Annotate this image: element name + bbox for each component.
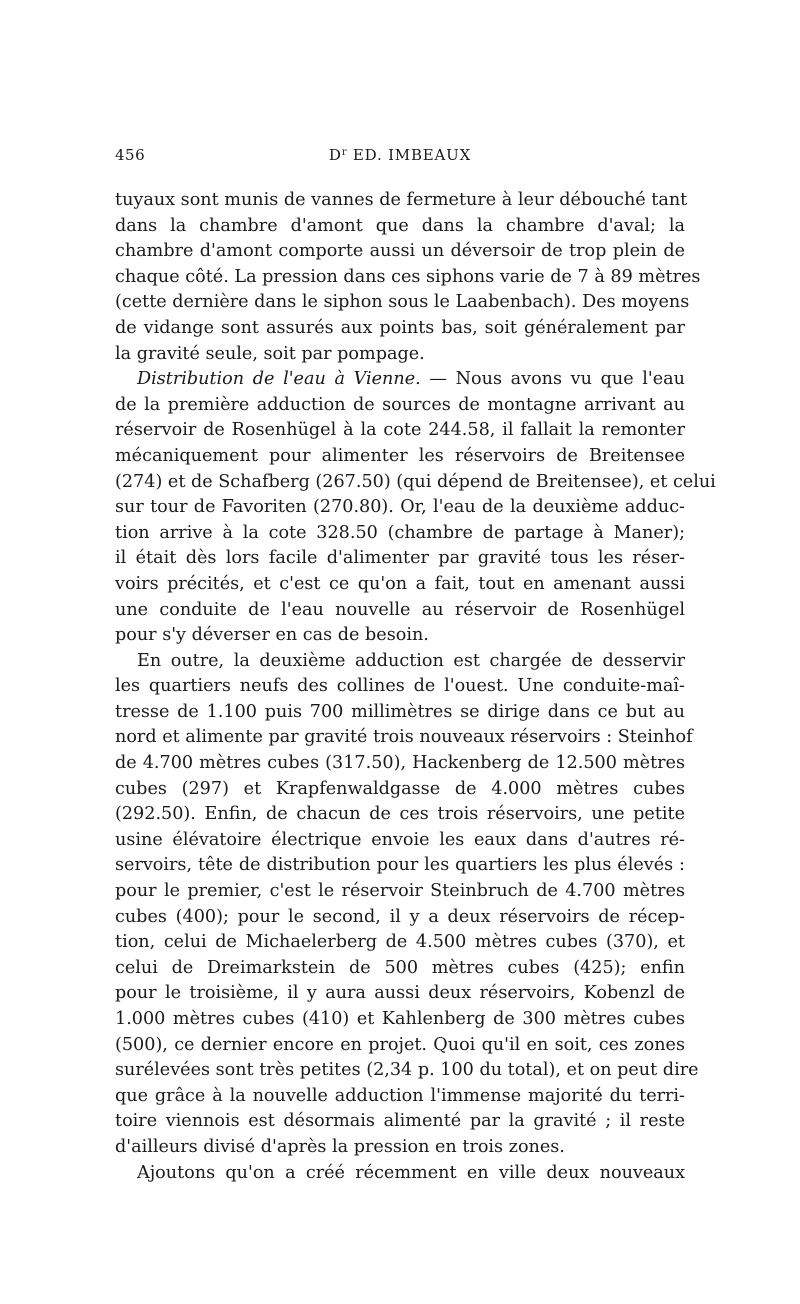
text-line: pour le troisième, il y aura aussi deux réservoirs, Kobenzl de [115,983,685,1004]
body-text [115,188,716,1186]
text-line: surélevées sont très petites (2,34 p. 100 du total), et on peut dire [115,1060,699,1081]
text-line: pour s'y déverser en cas de besoin. [115,625,429,646]
running-head [115,146,685,172]
text-line: sur tour de Favoriten (270.80). Or, l'eau de la deuxième adduc- [115,497,685,518]
text-line: tion arrive à la cote 328.50 (chambre de partage à Maner); [115,522,685,543]
running-title [115,146,685,164]
text-line: (292.50). Enfin, de chacun de ces trois réservoirs, une petite [115,804,685,825]
text-line: la gravité seule, soit par pompage. [115,343,425,364]
text-line: chaque côté. La pression dans ces siphons varie de 7 à 89 mètres [115,266,701,287]
text-line: de la première adduction de sources de montagne arrivant au [115,394,685,415]
section-heading: Distribution de l'eau à Vienne. [137,369,421,390]
text-line: chambre d'amont comporte aussi un déversoir de trop plein de [115,241,685,262]
book-page [115,146,716,1186]
text-line: d'ailleurs divisé d'après la pression en trois zones. [115,1136,565,1157]
text-line: En outre, la deuxième adduction est chargée de desservir [137,650,685,671]
text-line: nord et alimente par gravité trois nouveaux réservoirs : Steinhof [115,727,693,748]
text-line: toire viennois est désormais alimenté par la gravité ; il reste [115,1111,685,1132]
text-line: de vidange sont assurés aux points bas, soit généralement par [115,317,685,338]
text-line: de 4.700 mètres cubes (317.50), Hackenberg de 12.500 mètres [115,753,685,774]
text-line: une conduite de l'eau nouvelle au réservoir de Rosenhügel [115,599,685,620]
text-line: il était dès lors facile d'alimenter par gravité tous les réser- [115,548,685,569]
running-title-author: ED. IMBEAUX [347,146,472,164]
running-title-prefix: D [328,146,342,164]
text-line: tresse de 1.100 puis 700 millimètres se dirige dans ce but au [115,701,685,722]
text-line: (274) et de Schafberg (267.50) (qui dépend de Breitensee), et celui [115,471,716,492]
text-line: mécaniquement pour alimenter les réservoirs de Breitensee [115,445,685,466]
text-line: voirs précités, et c'est ce qu'on a fait, tout en amenant aussi [115,573,685,594]
text-line: Ajoutons qu'on a créé récemment en ville deux nouveaux [137,1162,685,1183]
page-number: 456 [115,146,146,164]
text-line: (500), ce dernier encore en projet. Quoi qu'il en soit, ces zones [115,1034,685,1055]
text-line: (cette dernière dans le siphon sous le Laabenbach). Des moyens [115,292,690,313]
text-line: usine élévatoire électrique envoie les eaux dans d'autres ré- [115,829,685,850]
text-line: tion, celui de Michaelerberg de 4.500 mètres cubes (370), et [115,932,685,953]
section-heading-line [115,367,685,393]
text-line: 1.000 mètres cubes (410) et Kahlenberg de 300 mètres cubes [115,1009,685,1029]
text-line: servoirs, tête de distribution pour les quartiers les plus élevés : [115,855,685,876]
text-line: cubes (400); pour le second, il y a deux réservoirs de récep- [115,906,685,927]
text-line: cubes (297) et Krapfenwaldgasse de 4.000 mètres cubes [115,778,685,799]
section-heading-continuation: — Nous avons vu que l'eau [420,369,685,390]
text-line: tuyaux sont munis de vannes de fermeture à leur débouché tant [115,190,688,210]
text-line: pour le premier, c'est le réservoir Steinbruch de 4.700 mètres [115,881,685,902]
text-line: que grâce à la nouvelle adduction l'immense majorité du terri- [115,1085,685,1106]
text-line: les quartiers neufs des collines de l'ouest. Une conduite-maî- [115,676,685,697]
running-title-superscript: r [341,147,348,158]
text-line: réservoir de Rosenhügel à la cote 244.58, il fallait la remonter [115,420,685,441]
text-line: dans la chambre d'amont que dans la chambre d'aval; la [115,215,685,236]
text-line: celui de Dreimarkstein de 500 mètres cubes (425); enfin [115,957,685,978]
